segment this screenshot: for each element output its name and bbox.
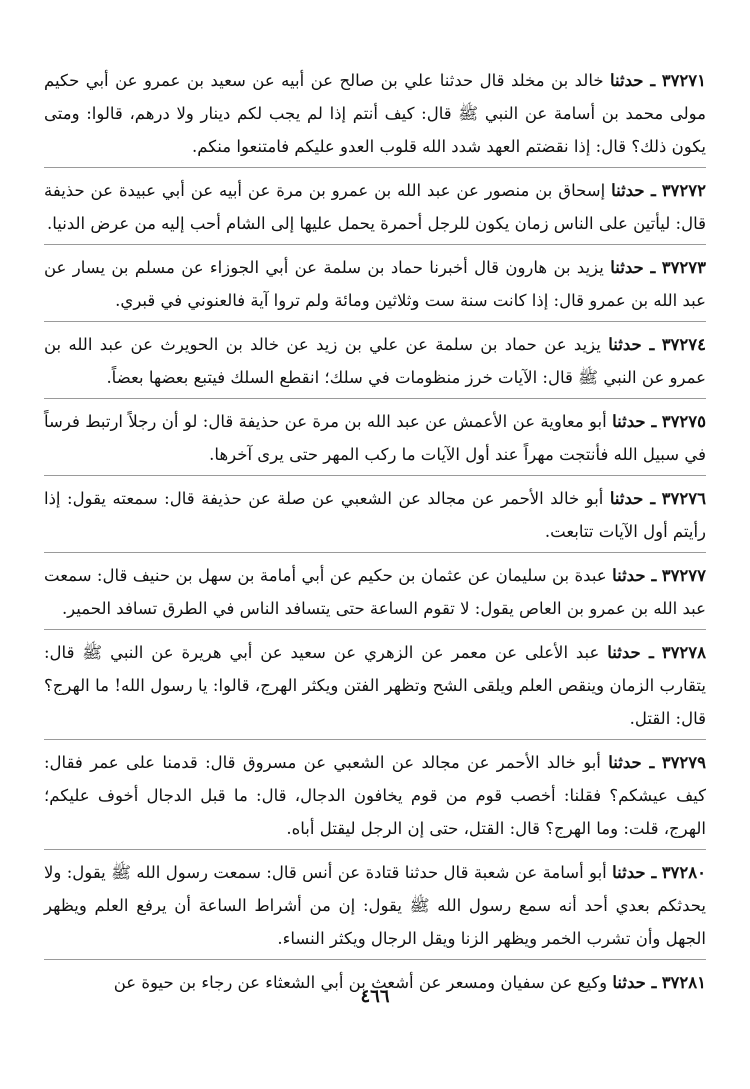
hadith-lead: ـ حدثنا [612,412,657,431]
hadith-number: ٣٧٢٧٣ [661,258,707,277]
hadith-entry [44,742,706,847]
separator-line [44,398,706,399]
hadith-entry [44,401,706,473]
hadith-number: ٣٧٢٨١ [661,973,706,992]
hadith-entry [44,60,706,165]
hadith-entry [44,632,706,737]
page-number: ٤٦٦ [360,986,390,1007]
hadith-lead: ـ حدثنا [612,863,657,882]
hadith-lead: ـ حدثنا [612,973,657,992]
hadith-text: إسحاق بن منصور عن عبد الله بن عمرو بن مرة عن أبيه عن أبي عبيدة عن حذيفة قال: ليأتين على الناس زمان يكون للرجل أحمرة يحمل عليها إلى الشام أحب إليه من عرض الدنيا. [44,181,706,233]
hadith-entry [44,170,706,242]
hadith-text: أبو معاوية عن الأعمش عن عبد الله بن مرة عن حذيفة قال: لو أن رجلاً ارتبط فرساً في سبيل الله فأنتجت مهراً عند أول الآيات ما ركب المهر حتى يرى آخرها. [44,412,706,464]
separator-line [44,167,706,168]
hadith-lead: ـ حدثنا [610,258,656,277]
hadith-lead: ـ حدثنا [607,643,654,662]
hadith-text: أبو خالد الأحمر عن مجالد عن الشعبي عن مسروق قال: قدمنا على عمر فقال: كيف عيشكم؟ فقلنا: أخصب قوم من قوم يخافون الدجال، قال: ما قبل الدجال أخوف عليكم؛ الهرج، قلت: وما الهرج؟ قال: القتل، حتى إن الرجل ليقتل أباه. [44,753,706,838]
hadith-lead: ـ حدثنا [611,181,656,200]
hadith-number: ٣٧٢٧٢ [661,181,706,200]
hadith-lead: ـ حدثنا [608,335,655,354]
hadith-text: عبدة بن سليمان عن عثمان بن حكيم عن أبي أمامة بن سهل بن حنيف قال: سمعت عبد الله بن عمرو بن العاص يقول: لا تقوم الساعة حتى يتسافد الناس في الطرق تسافد الحمير. [44,566,706,618]
hadith-number: ٣٧٢٧١ [661,71,707,90]
hadith-entry [44,555,706,627]
hadith-text: عبد الأعلى عن معمر عن الزهري عن سعيد عن أبي هريرة عن النبي ﷺ قال: يتقارب الزمان وينقص العلم ويلقى الشح وتظهر الفتن ويكثر الهرج، قالوا: يا رسول الله! ما الهرج؟ قال: القتل. [44,643,706,728]
hadith-entry [44,247,706,319]
hadith-text: يزيد عن حماد بن سلمة عن علي بن زيد عن خالد بن الحويرث عن عبد الله بن عمرو عن النبي ﷺ قال: الآيات خرز منظومات في سلك؛ انقطع السلك فيتبع بعضها بعضاً. [44,335,706,387]
separator-line [44,475,706,476]
hadith-entry [44,324,706,396]
hadith-text: أبو أسامة عن شعبة قال حدثنا قتادة عن أنس قال: سمعت رسول الله ﷺ يقول: ولا يحدثكم بعدي أحد أنه سمع رسول الله ﷺ يقول: إن من أشراط الساعة أن يرفع العلم ويظهر الجهل وأن تشرب الخمر ويظهر الزنا ويقل الرجال ويكثر النساء. [44,863,706,948]
separator-line [44,629,706,630]
hadith-lead: ـ حدثنا [608,753,655,772]
hadith-text: وكيع عن سفيان ومسعر عن أشعث بن أبي الشعثاء عن رجاء بن حيوة عن [113,973,608,992]
hadith-number: ٣٧٢٧٥ [661,412,707,431]
hadith-entry [44,478,706,550]
hadith-lead: ـ حدثنا [610,71,656,90]
separator-line [44,321,706,322]
hadith-lead: ـ حدثنا [609,489,656,508]
hadith-number: ٣٧٢٨٠ [661,863,706,882]
separator-line [44,959,706,960]
hadith-lead: ـ حدثنا [612,566,657,585]
hadith-entry [44,852,706,957]
separator-line [44,849,706,850]
hadith-text: يزيد بن هارون قال أخبرنا حماد بن سلمة عن أبي الجوزاء عن مسلم بن يسار عن عبد الله بن عمرو قال: إذا كانت سنة ست وثلاثين ومائة ولم تروا آية فالعنوني في قبري. [44,258,706,310]
hadith-text: أبو خالد الأحمر عن مجالد عن الشعبي عن صلة عن حذيفة قال: سمعته يقول: إذا رأيتم أول الآيات تتابعت. [44,489,706,541]
hadith-text: خالد بن مخلد قال حدثنا علي بن صالح عن أبيه عن سعيد بن عمرو عن أبي حكيم مولى محمد بن أسامة عن النبي ﷺ قال: كيف أنتم إذا لم يجب لكم دينار ولا درهم، قالوا: ومتى يكون ذلك؟ قال: إذا نقضتم العهد شدد الله قلوب العدو عليكم فامتنعوا منكم. [44,71,706,156]
separator-line [44,739,706,740]
hadith-number: ٣٧٢٧٩ [661,753,707,772]
hadith-number: ٣٧٢٧٤ [661,335,706,354]
separator-line [44,244,706,245]
hadith-number: ٣٧٢٧٦ [661,489,706,508]
hadith-number: ٣٧٢٧٨ [661,643,707,662]
hadith-number: ٣٧٢٧٧ [661,566,707,585]
separator-line [44,552,706,553]
